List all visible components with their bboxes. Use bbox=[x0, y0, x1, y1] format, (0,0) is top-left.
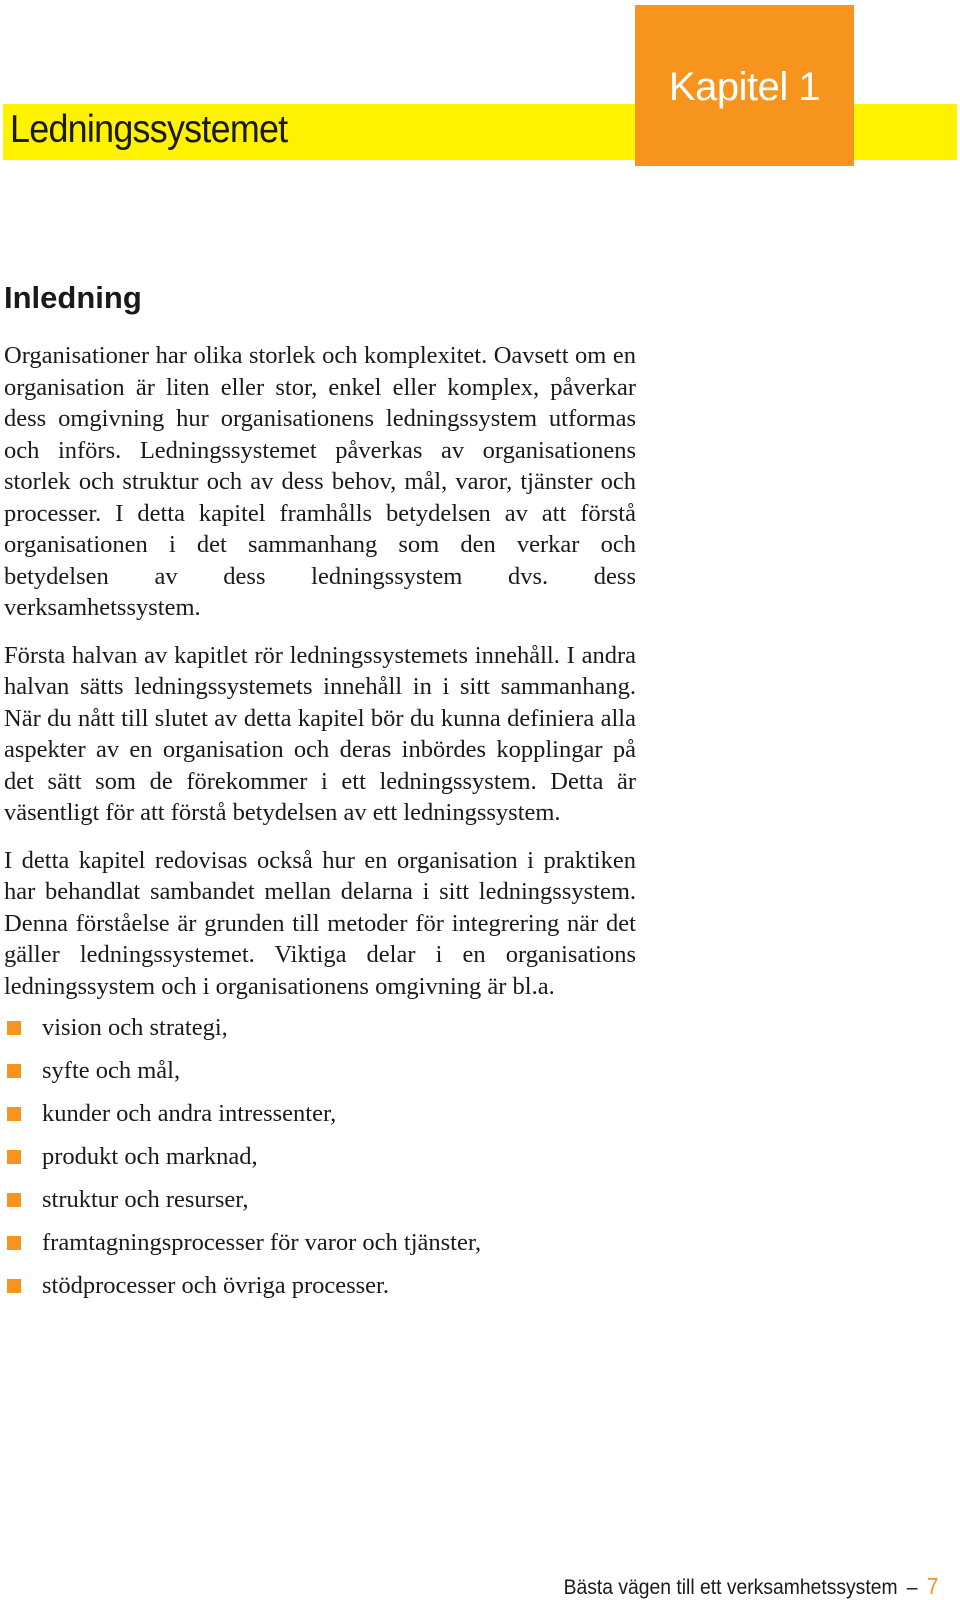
bullet-text: vision och strategi, bbox=[42, 1014, 228, 1041]
paragraph: I detta kapitel redovisas också hur en organisation i praktiken har behandlat sambandet mellan delarna i sitt ledningssystem. Denna förståelse är grunden till metoder för integrering när det gäller ledningssystemet. Viktiga delar i en organisations ledningssystem och i organisationens omgivning är bl.a. bbox=[4, 846, 636, 1000]
bullet-text: kunder och andra intressenter, bbox=[42, 1100, 337, 1127]
square-bullet-icon bbox=[7, 1021, 21, 1035]
square-bullet-icon bbox=[7, 1064, 21, 1078]
square-bullet-icon bbox=[7, 1193, 21, 1207]
body-content bbox=[4, 340, 636, 1307]
page-footer bbox=[563, 1573, 938, 1600]
chapter-label: Kapitel 1 bbox=[668, 65, 821, 109]
bullet-text: framtagningsprocesser för varor och tjänster, bbox=[42, 1229, 482, 1256]
bullet-list bbox=[4, 1006, 636, 1307]
bullet-item bbox=[4, 1006, 636, 1049]
square-bullet-icon bbox=[7, 1236, 21, 1250]
bullet-text: struktur och resurser, bbox=[42, 1186, 249, 1213]
bullet-item bbox=[4, 1092, 636, 1135]
chapter-title: Ledningssystemet bbox=[10, 108, 288, 151]
bullet-item bbox=[4, 1264, 636, 1307]
footer-dash: – bbox=[906, 1576, 918, 1599]
bullet-text: produkt och marknad, bbox=[42, 1143, 258, 1170]
bullet-item bbox=[4, 1221, 636, 1264]
footer-book-title: Bästa vägen till ett verksamhetssystem bbox=[563, 1576, 898, 1599]
square-bullet-icon bbox=[7, 1279, 21, 1293]
chapter-label-box bbox=[635, 5, 854, 166]
bullet-item bbox=[4, 1178, 636, 1221]
paragraph: Organisationer har olika storlek och komplexitet. Oavsett om en organisation är liten eller stor, enkel eller komplex, påverkar dess omgivning hur organisationens ledningssystem utformas och införs. Ledningssystemet påverkas av organisationens storlek och struktur och av dess behov, mål, varor, tjänster och processer. I detta kapitel framhålls betydelsen av att förstå organisationen i det sammanhang som den verkar och betydelsen av dess ledningssystem dvs. dess verksamhetssystem. bbox=[4, 342, 636, 621]
section-heading: Inledning bbox=[4, 280, 142, 315]
square-bullet-icon bbox=[7, 1107, 21, 1121]
paragraph: Första halvan av kapitlet rör ledningssystemets innehåll. I andra halvan sätts ledningssystemets innehåll in i sitt sammanhang. När du nått till slutet av detta kapitel bör du kunna definiera alla aspekter av en organisation och deras inbördes kopplingar på det sätt som de förekommer i ett ledningssystem. Detta är väsentligt för att förstå betydelsen av ett ledningssystem. bbox=[4, 641, 636, 826]
square-bullet-icon bbox=[7, 1150, 21, 1164]
bullet-item bbox=[4, 1135, 636, 1178]
bullet-item bbox=[4, 1049, 636, 1092]
page-number: 7 bbox=[926, 1573, 938, 1599]
bullet-text: stödprocesser och övriga processer. bbox=[42, 1272, 389, 1299]
bullet-text: syfte och mål, bbox=[42, 1057, 181, 1084]
